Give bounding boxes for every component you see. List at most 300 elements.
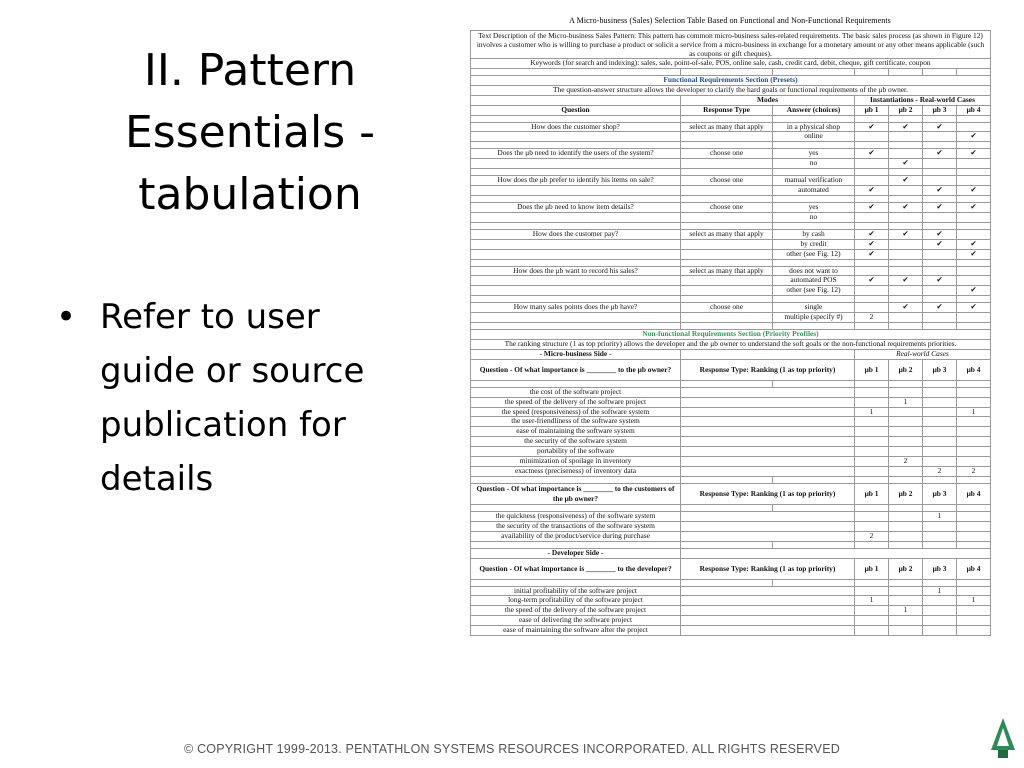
empty-cell [923,212,957,222]
empty-cell [957,427,991,437]
empty-cell [681,467,855,477]
empty-cell [957,323,991,330]
empty-cell [855,222,889,229]
empty-cell [923,266,957,276]
empty-cell [471,95,681,105]
empty-cell [855,68,889,75]
question-cell: Does the μb need to know item details? [471,202,681,212]
section-heading-row [471,330,991,340]
empty-cell [889,142,923,149]
empty-cell [681,239,773,249]
ranking-item: the speed of the delivery of the software project [471,397,681,407]
empty-cell [889,467,923,477]
empty-cell [855,397,889,407]
ranking-row [471,586,991,596]
empty-cell [773,142,855,149]
empty-cell [923,606,957,616]
response-type-cell: choose one [681,149,773,159]
bullet-line: details [100,459,214,499]
answer-cell: multiple (specify #) [773,313,855,323]
ranking-item: the speed (responsiveness) of the software system [471,407,681,417]
empty-cell [923,457,957,467]
ranking-item: the cost of the software project [471,387,681,397]
ranking-row [471,417,991,427]
spacer-row [471,68,991,75]
answer-row [471,239,991,249]
empty-cell [681,169,773,176]
rank-value: 1 [957,596,991,606]
rank-value: 2 [923,467,957,477]
bullet-line: guide or source [100,351,365,391]
check-mark-icon: ✔ [923,239,957,249]
check-mark-icon: ✔ [889,276,923,286]
empty-cell [681,407,855,417]
empty-cell [681,132,773,142]
ranking-row [471,626,991,636]
empty-cell [471,186,681,196]
check-mark-icon: ✔ [855,122,889,132]
question-header-row [471,483,991,504]
response-type-cell: choose one [681,176,773,186]
empty-cell [923,132,957,142]
column-ub: μb 3 [923,558,957,579]
empty-cell [681,142,773,149]
empty-cell [681,195,773,202]
column-ub: μb 1 [855,558,889,579]
empty-cell [471,222,681,229]
empty-cell [681,68,773,75]
empty-cell [957,616,991,626]
empty-cell [957,68,991,75]
answer-row [471,132,991,142]
real-world-label: Real-world Cases [919,95,975,104]
check-mark-icon: ✔ [923,229,957,239]
empty-cell [923,541,957,548]
empty-cell [855,212,889,222]
empty-cell [681,159,773,169]
empty-cell [681,249,773,259]
empty-cell [889,313,923,323]
bullet-line: Refer to user [100,297,320,337]
empty-cell [889,596,923,606]
empty-cell [681,531,855,541]
ranking-row [471,531,991,541]
empty-cell [471,195,681,202]
empty-cell [471,159,681,169]
empty-cell [855,303,889,313]
empty-cell [681,606,855,616]
empty-cell [889,476,923,483]
ranking-item: the security of the transactions of the software system [471,521,681,531]
column-question: Question [471,105,681,115]
answer-cell: does not want to [773,266,855,276]
empty-cell [889,531,923,541]
bullet-list [56,290,396,506]
empty-cell [681,222,773,229]
question-header: Question - Of what importance is ________ to the developer? [471,558,681,579]
empty-cell [681,427,855,437]
empty-cell [681,504,773,511]
empty-cell [957,476,991,483]
empty-cell [681,511,855,521]
empty-cell [855,296,889,303]
empty-cell [889,387,923,397]
empty-cell [923,249,957,259]
ranking-item: portability of the software [471,447,681,457]
check-mark-icon: ✔ [957,202,991,212]
section-heading-row [471,75,991,85]
answer-cell: by credit [773,239,855,249]
answer-row [471,303,991,313]
empty-cell [855,467,889,477]
answer-row [471,186,991,196]
empty-cell [681,387,855,397]
empty-cell [681,323,773,330]
empty-cell [923,115,957,122]
question-cell: How does the customer pay? [471,229,681,239]
empty-cell [855,286,889,296]
answer-cell: no [773,212,855,222]
check-mark-icon: ✔ [855,276,889,286]
empty-cell [855,447,889,457]
empty-cell [681,521,855,531]
modes-label: Modes [681,95,855,105]
question-header: Question - Of what importance is ________ to the μb owner? [471,359,681,380]
empty-cell [681,276,773,286]
column-ub: μb 4 [957,105,991,115]
response-type-header: Response Type: Ranking (1 as top priority) [681,558,855,579]
answer-row [471,229,991,239]
check-mark-icon: ✔ [855,186,889,196]
empty-cell [889,447,923,457]
empty-cell [855,521,889,531]
empty-cell [923,296,957,303]
empty-cell [889,132,923,142]
answer-cell: other (see Fig. 12) [773,286,855,296]
empty-cell [471,142,681,149]
empty-cell [923,596,957,606]
check-mark-icon: ✔ [923,122,957,132]
empty-cell [957,397,991,407]
empty-cell [923,387,957,397]
empty-cell [957,266,991,276]
value-cell: 2 [855,313,889,323]
empty-cell [773,68,855,75]
copyright-footer: © COPYRIGHT 1999-2013. PENTATHLON SYSTEMS RESOURCES INCORPORATED. ALL RIGHTS RESERVED [183,742,840,756]
keywords-row [471,59,991,69]
empty-cell [681,212,773,222]
empty-cell [855,142,889,149]
empty-cell [889,239,923,249]
empty-cell [471,286,681,296]
empty-cell [889,222,923,229]
check-mark-icon: ✔ [889,122,923,132]
answer-row [471,313,991,323]
check-mark-icon: ✔ [855,202,889,212]
empty-cell [855,417,889,427]
empty-cell [957,447,991,457]
answer-cell: by cash [773,229,855,239]
answer-row [471,249,991,259]
spacer-row [471,169,991,176]
column-ub: μb 3 [923,483,957,504]
empty-cell [855,586,889,596]
empty-cell [471,249,681,259]
nonfunctional-intro: The ranking structure (1 as top priority) allows the developer and the μb owner to understand the soft goals or the non-functional requirements priorities. [471,339,991,349]
empty-cell [923,286,957,296]
functional-heading: Functional Requirements Section (Presets) [471,75,991,85]
empty-cell [957,195,991,202]
empty-cell [773,259,855,266]
empty-cell [957,579,991,586]
selection-grid [470,30,991,636]
check-mark-icon: ✔ [923,202,957,212]
empty-cell [773,323,855,330]
empty-cell [923,259,957,266]
empty-cell [957,122,991,132]
empty-cell [957,626,991,636]
empty-cell [855,380,889,387]
slide-title-line: Essentials - [124,107,376,158]
empty-cell [957,296,991,303]
empty-cell [471,259,681,266]
empty-cell [957,586,991,596]
empty-cell [889,511,923,521]
empty-cell [471,541,681,548]
question-header-row [471,359,991,380]
company-logo-icon [990,716,1016,760]
empty-cell [923,521,957,531]
empty-cell [681,380,773,387]
empty-cell [923,407,957,417]
check-mark-icon: ✔ [855,229,889,239]
response-type-cell: select as many that apply [681,266,773,276]
column-ub: μb 4 [957,558,991,579]
empty-cell [923,626,957,636]
empty-cell [889,541,923,548]
question-cell: How does the μb prefer to identify his items on sale? [471,176,681,186]
column-ub: μb 4 [957,483,991,504]
selection-table [470,30,990,636]
column-ub: μb 1 [855,483,889,504]
empty-cell [855,476,889,483]
check-mark-icon: ✔ [855,239,889,249]
ranking-item: the speed of the delivery of the software project [471,606,681,616]
empty-cell [957,229,991,239]
section-intro-row [471,85,991,95]
rank-value: 2 [957,467,991,477]
instantiations-label: Instantiations - [870,95,920,104]
empty-cell [855,427,889,437]
answer-cell: no [773,159,855,169]
real-world-label: Real-world Cases [855,349,991,359]
answer-row [471,266,991,276]
column-ub: μb 2 [889,105,923,115]
empty-cell [773,115,855,122]
column-ub: μb 1 [855,359,889,380]
ranking-row [471,427,991,437]
empty-cell [957,606,991,616]
empty-cell [855,323,889,330]
empty-cell [889,259,923,266]
spacer-row [471,195,991,202]
bullet-line: publication for [100,405,346,445]
column-ub: μb 3 [923,359,957,380]
empty-cell [471,115,681,122]
empty-cell [889,195,923,202]
table-body [471,31,991,636]
column-ub: μb 2 [889,558,923,579]
ranking-item: the quickness (responsiveness) of the software system [471,511,681,521]
empty-cell [923,222,957,229]
empty-cell [681,115,773,122]
empty-cell [889,149,923,159]
empty-cell [923,476,957,483]
question-cell: How many sales points does the μb have? [471,303,681,313]
empty-cell [889,380,923,387]
ranking-item: long-term profitability of the software project [471,596,681,606]
spacer-row [471,541,991,548]
check-mark-icon: ✔ [855,249,889,259]
question-cell: How does the customer shop? [471,122,681,132]
nonfunctional-heading: Non-functional Requirements Section (Priority Profiles) [471,330,991,340]
answer-cell: automated [773,186,855,196]
empty-cell [957,380,991,387]
empty-cell [923,504,957,511]
check-mark-icon: ✔ [889,176,923,186]
ranking-item: ease of delivering the software project [471,616,681,626]
empty-cell [889,296,923,303]
ranking-row [471,606,991,616]
slide-title [100,40,400,226]
empty-cell [889,169,923,176]
answer-row [471,276,991,286]
empty-cell [923,531,957,541]
ranking-item: minimization of spoilage in inventory [471,457,681,467]
empty-cell [471,68,681,75]
empty-cell [471,313,681,323]
empty-cell [957,387,991,397]
empty-cell [957,504,991,511]
empty-cell [471,169,681,176]
empty-cell [681,417,855,427]
empty-cell [923,159,957,169]
empty-cell [855,169,889,176]
answer-cell: manual verification [773,176,855,186]
empty-cell [855,195,889,202]
check-mark-icon: ✔ [923,149,957,159]
empty-cell [957,521,991,531]
empty-cell [681,447,855,457]
spacer-row [471,296,991,303]
check-mark-icon: ✔ [889,229,923,239]
answer-row [471,159,991,169]
empty-cell [923,437,957,447]
check-mark-icon: ✔ [957,286,991,296]
empty-cell [681,476,773,483]
empty-cell [923,417,957,427]
rank-value: 1 [957,407,991,417]
empty-cell [889,586,923,596]
answer-cell: single [773,303,855,313]
check-mark-icon: ✔ [889,202,923,212]
response-type-cell: choose one [681,303,773,313]
response-type-header: Response Type: Ranking (1 as top priority) [681,483,855,504]
answer-cell: automated POS [773,276,855,286]
empty-cell [681,596,855,606]
answer-row [471,122,991,132]
empty-cell [889,521,923,531]
empty-cell [471,476,681,483]
column-ub: μb 4 [957,359,991,380]
answer-row [471,202,991,212]
rank-value: 1 [923,511,957,521]
empty-cell [855,159,889,169]
spacer-row [471,222,991,229]
answer-row [471,176,991,186]
spacer-row [471,476,991,483]
question-header: Question - Of what importance is ________ to the customers of the μb owner? [471,483,681,504]
answer-cell: yes [773,149,855,159]
empty-cell [681,548,991,558]
column-answer: Answer (choices) [773,105,855,115]
slide-title-line: tabulation [138,169,362,220]
spacer-row [471,142,991,149]
side-label: - Micro-business Side - [471,349,681,359]
empty-cell [471,504,681,511]
empty-cell [681,286,773,296]
ranking-row [471,457,991,467]
empty-cell [855,259,889,266]
empty-cell [855,176,889,186]
check-mark-icon: ✔ [957,303,991,313]
empty-cell [923,397,957,407]
empty-cell [855,579,889,586]
empty-cell [681,313,773,323]
empty-cell [681,296,773,303]
rank-value: 1 [889,397,923,407]
column-ub: μb 3 [923,105,957,115]
empty-cell [855,266,889,276]
check-mark-icon: ✔ [889,303,923,313]
side-label-row [471,349,991,359]
answer-cell: in a physical shop [773,122,855,132]
empty-cell [889,266,923,276]
empty-cell [855,606,889,616]
ranking-row [471,521,991,531]
empty-cell [471,380,681,387]
empty-cell [957,511,991,521]
empty-cell [471,276,681,286]
empty-cell [957,259,991,266]
empty-cell [681,259,773,266]
empty-cell [923,169,957,176]
empty-cell [681,626,855,636]
ranking-item: the user-friendliness of the software system [471,417,681,427]
empty-cell [471,132,681,142]
empty-cell [923,195,957,202]
instantiations-header [855,95,991,105]
empty-cell [889,504,923,511]
empty-cell [923,313,957,323]
empty-cell [773,195,855,202]
ranking-row [471,467,991,477]
empty-cell [957,212,991,222]
empty-cell [681,586,855,596]
empty-cell [957,313,991,323]
question-cell: How does the μb want to record his sales? [471,266,681,276]
empty-cell [681,616,855,626]
